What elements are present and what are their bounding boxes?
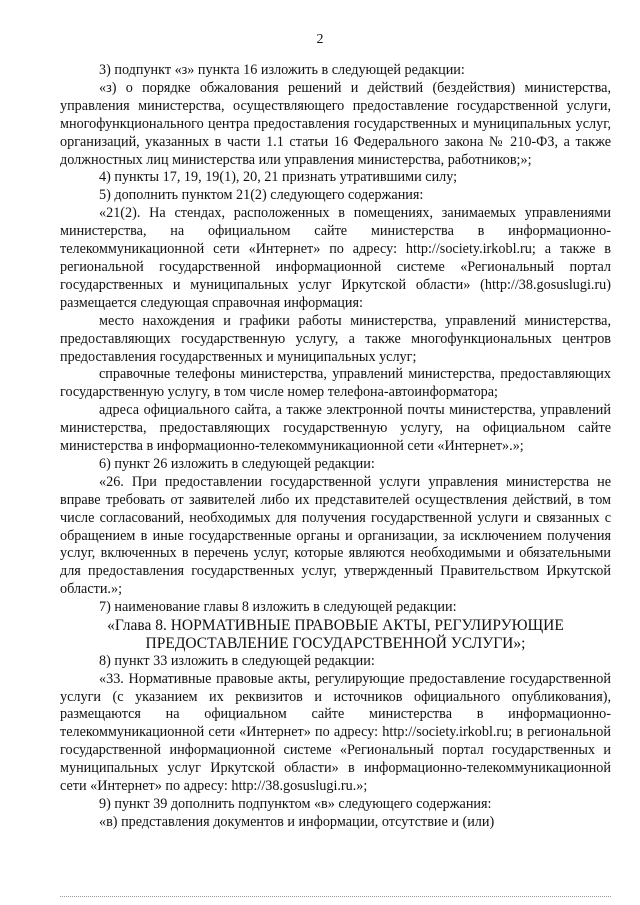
paragraph-subitem-z: «з) о порядке обжалования решений и действий (бездействия) министерства, управления министерства, осуществляющего предоставление государственной услуги, многофункционального центра предоставления государственных и муниципальных услуг, организаций, указанных в части 1.1 статьи 16 Федерального закона № 210-ФЗ, а также должностных лиц министерства или управления министерства, работников;»;: [60, 79, 611, 168]
paragraph-item-9: 9) пункт 39 дополнить подпунктом «в» следующего содержания:: [99, 795, 492, 812]
paragraph-addresses-info: адреса официального сайта, а также электронной почты министерства, управлений министерства, предоставляющих государственную услугу, на официальном сайте министерства в информационно-телекоммуникационной сети «Интернет».»;: [60, 402, 611, 455]
paragraph-clause-26: «26. При предоставлении государственной услуги управления министерства не вправе требовать от заявителей либо их представителей осуществления действий, в том числе согласований, необходимых для получения государственной услуги и связанных с обращением в иные государственные органы и организации, за исключением получения услуг, включенных в перечень услуг, которые являются необходимыми и обязательными для предоставления государственных услуг, утвержденный Правительством Иркутской области.»;: [60, 473, 611, 598]
document-body: [60, 62, 611, 832]
paragraph-clause-33: «33. Нормативные правовые акты, регулирующие предоставление государственной услуги (с указанием их реквизитов и источников официального опубликования), размещаются на официальном сайте министерства в информационно-телекоммуникационной сети «Интернет» по адресу: http://society.irkobl.ru; в региональной государственной информационной системе «Региональный портал государственных и муниципальных услуг Иркутской области» в информационно-телекоммуникационной сети «Интернет» по адресу: http://38.gosuslugi.ru.»;: [60, 670, 611, 795]
page-bottom-divider: [60, 896, 611, 898]
paragraph-item-3: 3) подпункт «з» пункта 16 изложить в следующей редакции:: [99, 62, 465, 78]
paragraph-location-info: место нахождения и графики работы министерства, управлений министерства, предоставляющих государственную услугу, а также многофункциональных центров предоставления государственных и муниципальных услуг;: [60, 312, 611, 365]
chapter-heading: «Глава 8. НОРМАТИВНЫЕ ПРАВОВЫЕ АКТЫ, РЕГУЛИРУЮЩИЕ ПРЕДОСТАВЛЕНИЕ ГОСУДАРСТВЕННОЙ УСЛУГИ»;: [107, 617, 564, 652]
paragraph-item-5: 5) дополнить пунктом 21(2) следующего содержания:: [99, 187, 424, 204]
page-number: 2: [316, 32, 324, 47]
paragraph-clause-21-2: «21(2). На стендах, расположенных в помещениях, занимаемых управлениями министерства, на официальном сайте министерства в информационно-телекоммуникационной сети «Интернет» по адресу: http://society.irkobl.ru; а также в региональной государственной информационной системе «Региональный портал государственных и муниципальных услуг Иркутской области» (http://38.gosuslugi.ru) размещается следующая справочная информация:: [60, 205, 611, 311]
paragraph-item-8: 8) пункт 33 изложить в следующей редакции:: [99, 652, 375, 669]
paragraph-item-7: 7) наименование главы 8 изложить в следующей редакции:: [99, 599, 457, 616]
paragraph-item-6: 6) пункт 26 изложить в следующей редакции:: [99, 455, 375, 472]
paragraph-subitem-v: «в) представления документов и информации, отсутствие и (или): [99, 813, 495, 830]
paragraph-phones-info: справочные телефоны министерства, управлений министерства, предоставляющих государственную услугу, в том числе номер телефона-автоинформатора;: [60, 366, 611, 401]
paragraph-item-4: 4) пункты 17, 19, 19(1), 20, 21 признать утратившими силу;: [99, 169, 458, 186]
